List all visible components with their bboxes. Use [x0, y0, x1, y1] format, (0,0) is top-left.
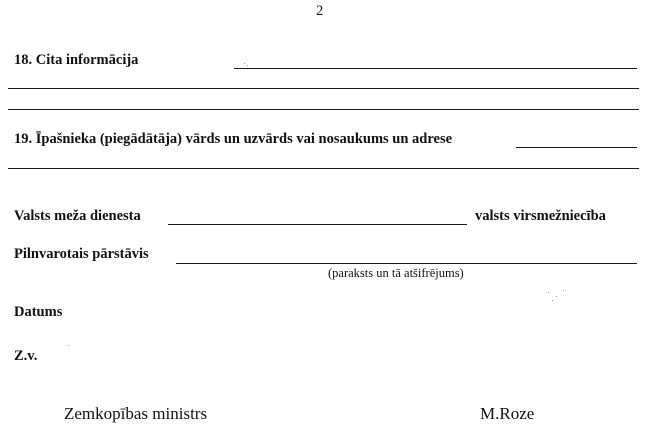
section-18-label: 18. Cita informācija: [14, 52, 139, 68]
representative-signature-line: [176, 263, 637, 264]
section-19-answer-line-2: [8, 168, 639, 169]
scan-speck: [548, 292, 549, 293]
scan-speck: [563, 290, 564, 291]
scan-speck: [244, 63, 245, 64]
date-label: Datums: [14, 304, 63, 320]
page-number: 2: [316, 3, 324, 19]
section-19-label: 19. Īpašnieka (piegādātāja) vārds un uzvārds vai nosaukums un adrese: [14, 131, 453, 147]
section-19-answer-line-1: [516, 147, 637, 148]
scan-speck: [552, 300, 553, 301]
stamp-label: Z.v.: [14, 348, 38, 364]
service-answer-line: [168, 224, 467, 225]
scan-speck: [68, 345, 69, 346]
section-18-answer-line-3: [8, 109, 639, 110]
service-label-right: valsts virsmežniecība: [475, 208, 606, 224]
minister-title: Zemkopības ministrs: [64, 404, 208, 423]
scan-speck: [247, 65, 248, 66]
representative-label: Pilnvarotais pārstāvis: [14, 246, 149, 262]
signature-caption: (paraksts un tā atšifrējums): [328, 266, 464, 280]
minister-name: M.Roze: [480, 404, 535, 423]
section-18-answer-line-1: [234, 68, 637, 69]
section-18-answer-line-2: [8, 88, 639, 89]
service-label-left: Valsts meža dienesta: [14, 208, 141, 224]
scan-speck: [556, 296, 557, 297]
